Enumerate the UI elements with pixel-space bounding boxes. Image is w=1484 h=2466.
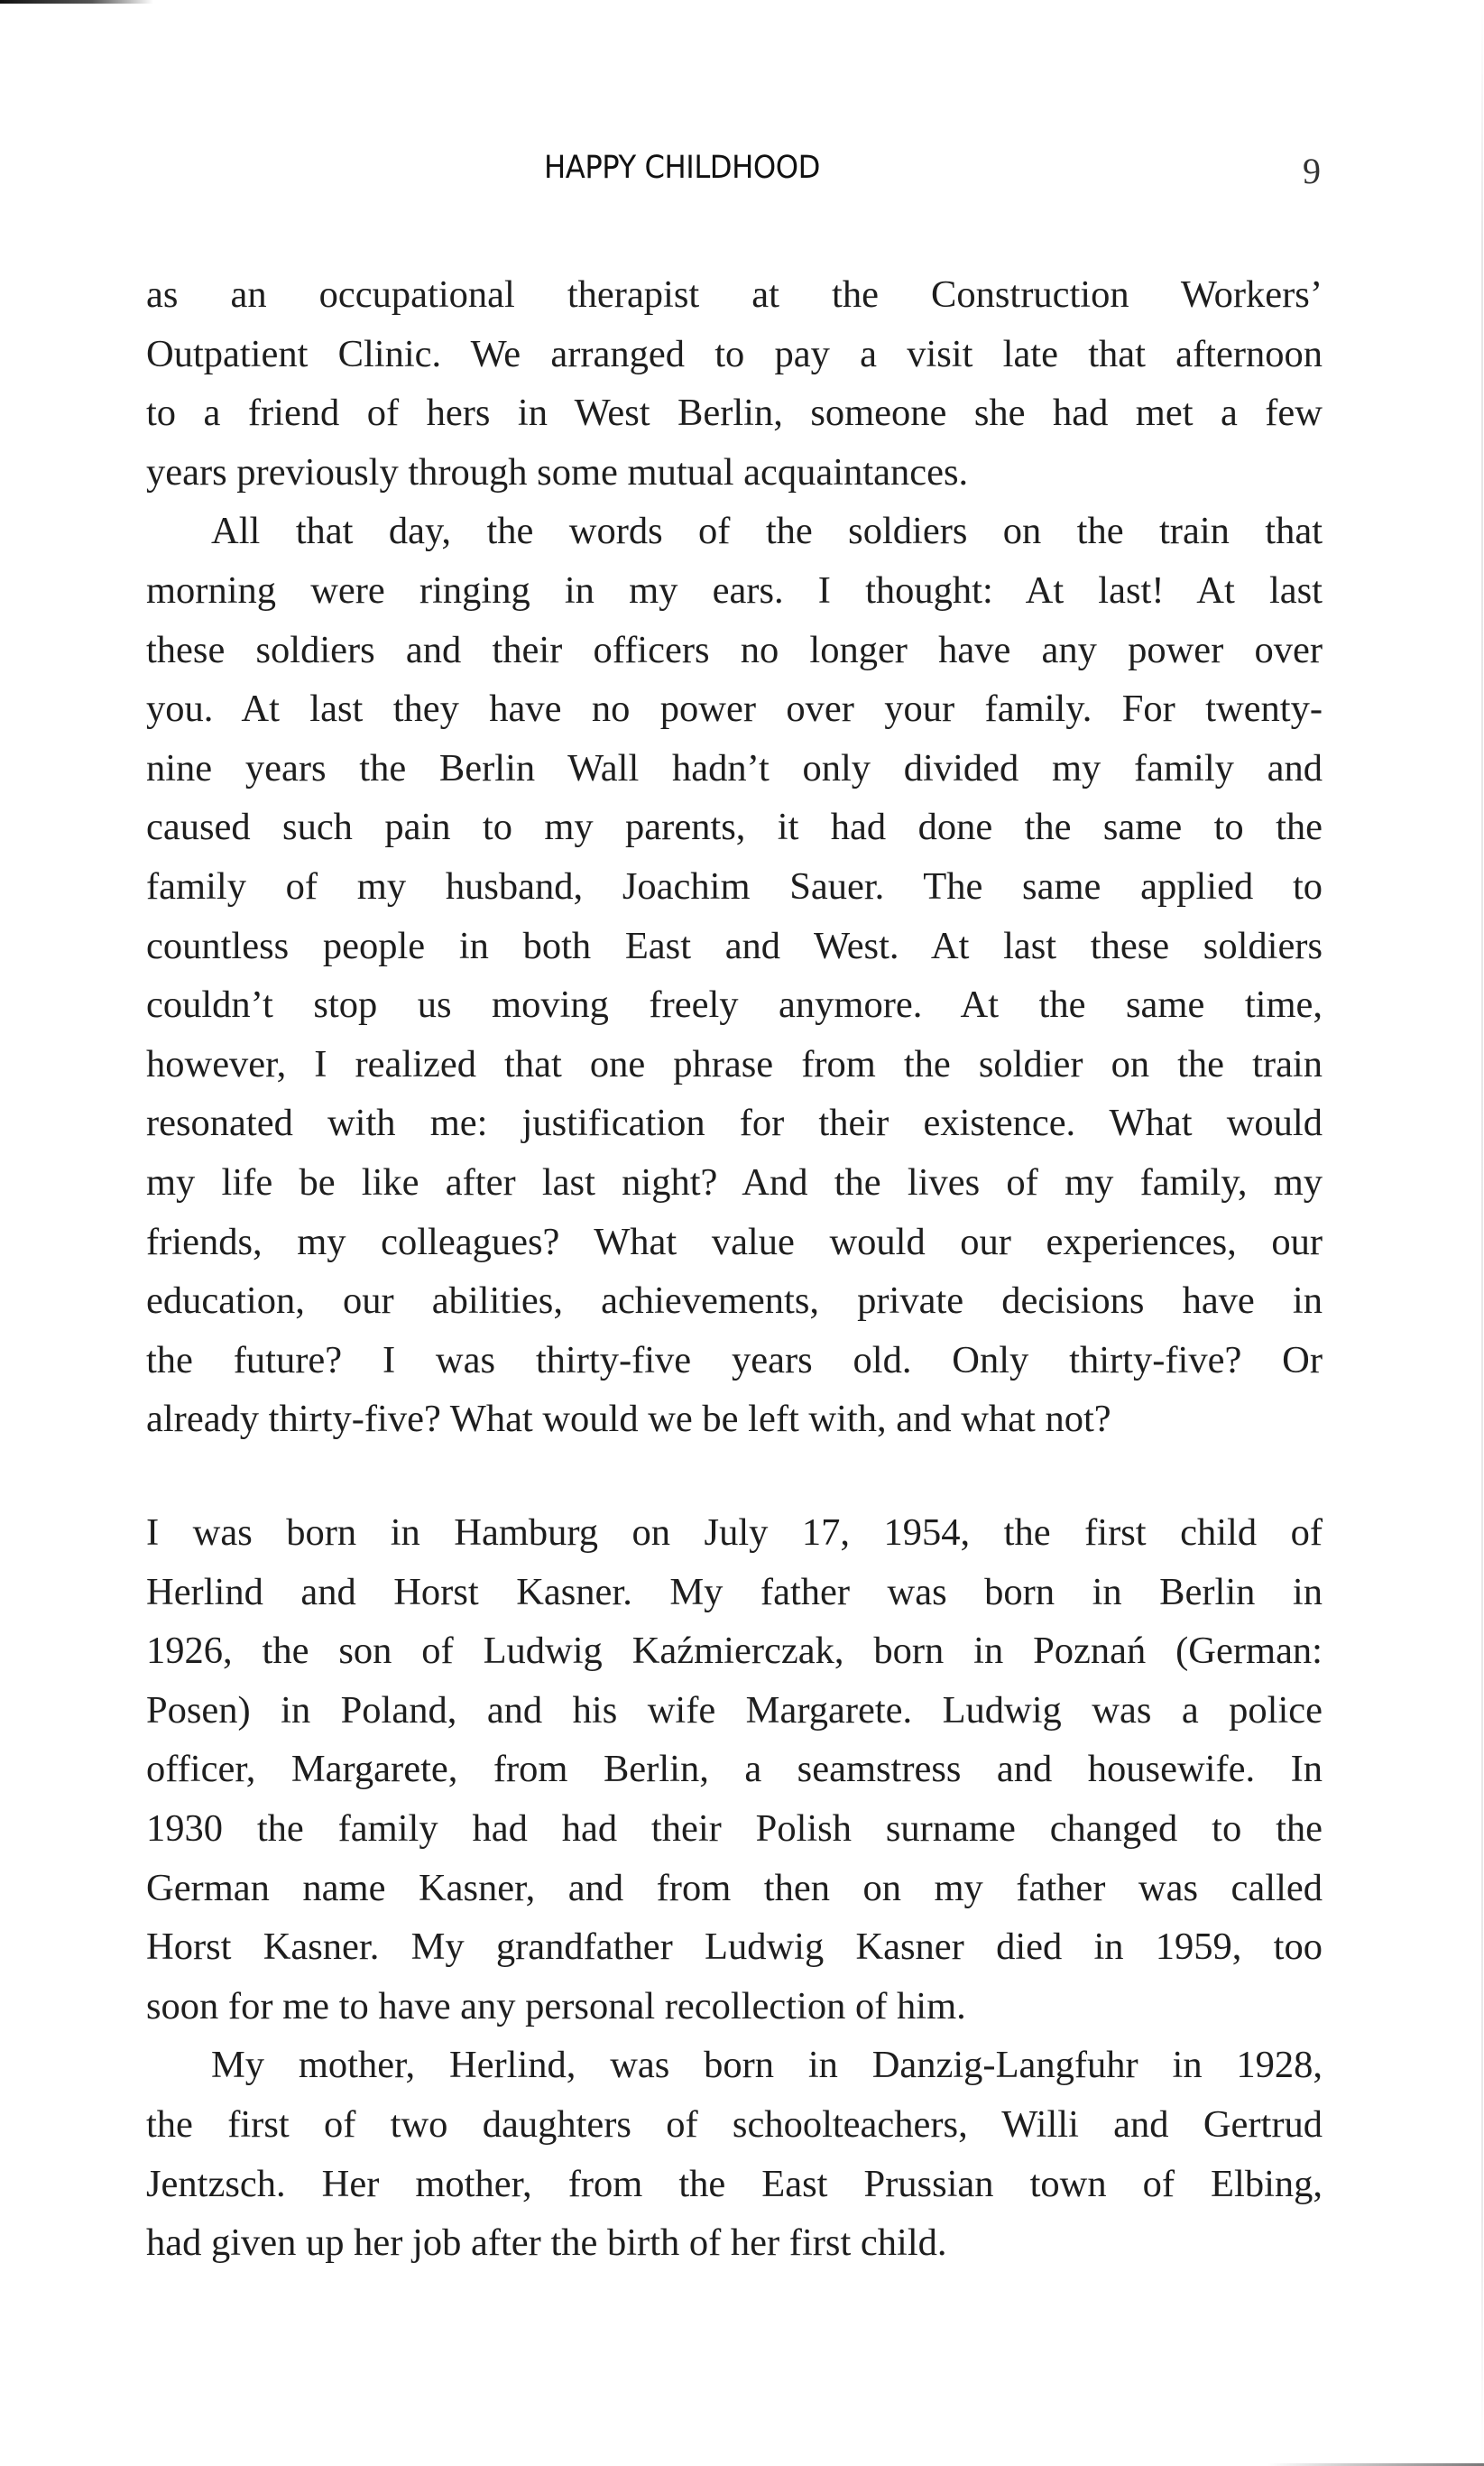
section-1 bbox=[146, 265, 1323, 1449]
text-line: family of my husband, Joachim Sauer. The same applied to bbox=[146, 864, 1323, 908]
text-line: these soldiers and their officers no longer have any power over bbox=[146, 628, 1323, 671]
section-2 bbox=[146, 1503, 1323, 2273]
text-line: the first of two daughters of schoolteachers, Willi and Gertrud bbox=[146, 2102, 1323, 2146]
text-line: Posen) in Poland, and his wife Margarete. Ludwig was a police bbox=[146, 1688, 1323, 1732]
text-line: 1926, the son of Ludwig Kaźmierczak, born in Poznań (German: bbox=[146, 1630, 1323, 1673]
text-line: resonated with me: justification for their existence. What would bbox=[146, 1102, 1323, 1145]
text-line: you. At last they have no power over your family. For twenty- bbox=[146, 688, 1323, 731]
text-line: years previously through some mutual acquaintances. bbox=[146, 450, 969, 494]
text-line: already thirty-five? What would we be left with, and what not? bbox=[146, 1398, 1111, 1441]
text-line: the future? I was thirty-five years old. Only thirty-five? Or bbox=[146, 1338, 1323, 1381]
text-line: caused such pain to my parents, it had done the same to the bbox=[146, 806, 1323, 849]
text-line: couldn’t stop us moving freely anymore. At the same time, bbox=[146, 984, 1323, 1027]
text-line: German name Kasner, and from then on my father was called bbox=[146, 1866, 1323, 1909]
text-line: to a friend of hers in West Berlin, someone she had met a few bbox=[146, 392, 1323, 435]
text-line: morning were ringing in my ears. I thought: At last! At last bbox=[146, 568, 1323, 612]
text-line: Jentzsch. Her mother, from the East Prussian town of Elbing, bbox=[146, 2162, 1323, 2205]
paragraph bbox=[146, 265, 1323, 502]
chapter-title: HAPPY CHILDHOOD bbox=[544, 150, 821, 186]
scan-edge-right bbox=[1481, 0, 1483, 2466]
text-line: however, I realized that one phrase from the soldier on the train bbox=[146, 1042, 1323, 1085]
text-line: My mother, Herlind, was born in Danzig-Langfuhr in 1928, bbox=[211, 2044, 1323, 2087]
paragraph bbox=[146, 1503, 1323, 2036]
text-line: Horst Kasner. My grandfather Ludwig Kasner died in 1959, too bbox=[146, 1926, 1323, 1969]
text-line: Herlind and Horst Kasner. My father was born in Berlin in bbox=[146, 1570, 1323, 1613]
scan-edge-shadow-top bbox=[0, 0, 153, 4]
text-line: Outpatient Clinic. We arranged to pay a visit late that afternoon bbox=[146, 332, 1323, 375]
text-line: friends, my colleagues? What value would our experiences, our bbox=[146, 1220, 1323, 1263]
text-line: my life be like after last night? And the lives of my family, my bbox=[146, 1160, 1323, 1204]
text-line: soon for me to have any personal recollection of him. bbox=[146, 1984, 966, 2027]
text-line: had given up her job after the birth of her first child. bbox=[146, 2221, 947, 2265]
text-line: countless people in both East and West. At last these soldiers bbox=[146, 924, 1323, 967]
paragraph bbox=[146, 502, 1323, 1449]
text-line: All that day, the words of the soldiers on the train that bbox=[211, 510, 1323, 553]
paragraph bbox=[146, 2036, 1323, 2272]
text-line: education, our abilities, achievements, private decisions have in bbox=[146, 1279, 1323, 1323]
text-line: as an occupational therapist at the Construction Workers’ bbox=[146, 273, 1323, 316]
running-head bbox=[0, 150, 1484, 195]
text-line: officer, Margarete, from Berlin, a seamstress and housewife. In bbox=[146, 1748, 1323, 1791]
text-line: nine years the Berlin Wall hadn’t only divided my family and bbox=[146, 746, 1323, 790]
text-line: I was born in Hamburg on July 17, 1954, the first child of bbox=[146, 1511, 1323, 1554]
page-number: 9 bbox=[1303, 151, 1321, 191]
text-line: 1930 the family had had their Polish surname changed to the bbox=[146, 1806, 1323, 1850]
